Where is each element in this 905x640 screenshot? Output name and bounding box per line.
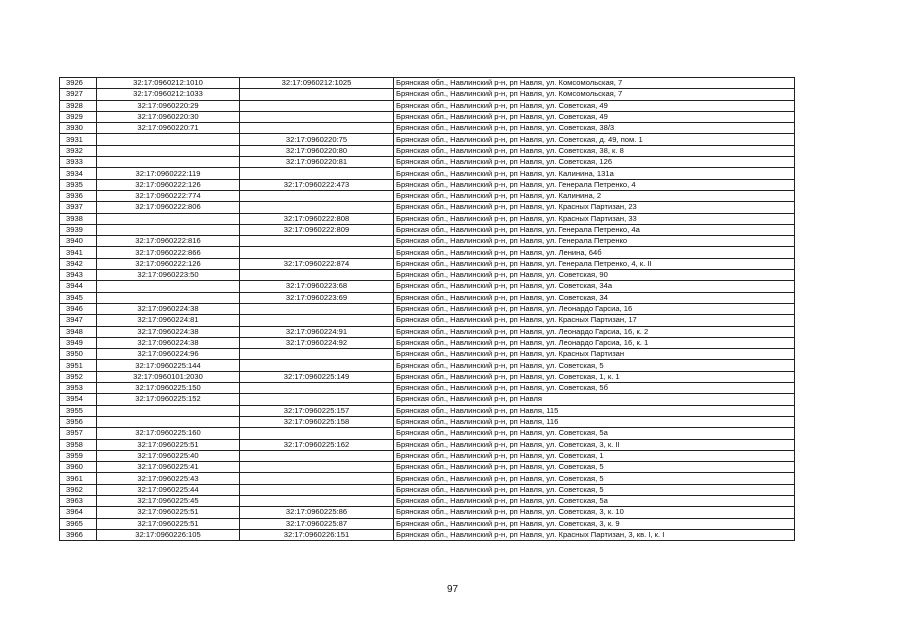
address-cell: Брянская обл., Навлинский р-н, рп Навля, ул. Советская, 5 — [394, 360, 795, 371]
address-cell: Брянская обл., Навлинский р-н, рп Навля, ул. Комсомольская, 7 — [394, 78, 795, 89]
cadastral-number-cell: 32:17:0960225:144 — [97, 360, 240, 371]
object-cadastral-number-cell — [240, 303, 394, 314]
table-row — [60, 247, 795, 258]
table-row — [60, 270, 795, 281]
cadastral-number-cell: 32:17:0960220:71 — [97, 123, 240, 134]
cadastral-number-cell: 32:17:0960225:152 — [97, 394, 240, 405]
row-number-cell: 3964 — [60, 507, 97, 518]
address-cell: Брянская обл., Навлинский р-н, рп Навля, ул. Генерала Петренко, 4а — [394, 224, 795, 235]
row-number-cell: 3965 — [60, 518, 97, 529]
row-number-cell: 3937 — [60, 202, 97, 213]
object-cadastral-number-cell: 32:17:0960220:75 — [240, 134, 394, 145]
cadastral-number-cell: 32:17:0960222:816 — [97, 236, 240, 247]
table-row — [60, 518, 795, 529]
table-row — [60, 315, 795, 326]
object-cadastral-number-cell: 32:17:0960225:162 — [240, 439, 394, 450]
table-row — [60, 428, 795, 439]
cadastral-number-cell: 32:17:0960101:2030 — [97, 371, 240, 382]
cadastral-number-cell: 32:17:0960222:866 — [97, 247, 240, 258]
row-number-cell: 3961 — [60, 473, 97, 484]
document-table-container — [59, 77, 794, 541]
table-row — [60, 462, 795, 473]
object-cadastral-number-cell — [240, 236, 394, 247]
row-number-cell: 3955 — [60, 405, 97, 416]
row-number-cell: 3951 — [60, 360, 97, 371]
row-number-cell: 3947 — [60, 315, 97, 326]
address-cell: Брянская обл., Навлинский р-н, рп Навля, ул. Советская, 5б — [394, 383, 795, 394]
cadastral-number-cell: 32:17:0960225:150 — [97, 383, 240, 394]
row-number-cell: 3946 — [60, 303, 97, 314]
object-cadastral-number-cell — [240, 473, 394, 484]
table-row — [60, 416, 795, 427]
address-cell: Брянская обл., Навлинский р-н, рп Навля, ул. Красных Партизан, 17 — [394, 315, 795, 326]
object-cadastral-number-cell: 32:17:0960225:87 — [240, 518, 394, 529]
row-number-cell: 3949 — [60, 337, 97, 348]
object-cadastral-number-cell — [240, 190, 394, 201]
table-row — [60, 168, 795, 179]
address-cell: Брянская обл., Навлинский р-н, рп Навля, ул. Советская, 49 — [394, 100, 795, 111]
cadastral-number-cell: 32:17:0960224:38 — [97, 337, 240, 348]
property-table — [59, 77, 795, 541]
row-number-cell: 3953 — [60, 383, 97, 394]
address-cell: Брянская обл., Навлинский р-н, рп Навля, ул. Красных Партизан, 3, кв. I, к. I — [394, 529, 795, 540]
object-cadastral-number-cell — [240, 360, 394, 371]
row-number-cell: 3950 — [60, 349, 97, 360]
address-cell: Брянская обл., Навлинский р-н, рп Навля, ул. Советская, 38, к. 8 — [394, 145, 795, 156]
address-cell: Брянская обл., Навлинский р-н, рп Навля, ул. Леонардо Гарсиа, 16 — [394, 303, 795, 314]
cadastral-number-cell — [97, 405, 240, 416]
cadastral-number-cell: 32:17:0960212:1010 — [97, 78, 240, 89]
row-number-cell: 3934 — [60, 168, 97, 179]
object-cadastral-number-cell — [240, 349, 394, 360]
object-cadastral-number-cell — [240, 462, 394, 473]
row-number-cell: 3928 — [60, 100, 97, 111]
row-number-cell: 3956 — [60, 416, 97, 427]
object-cadastral-number-cell — [240, 202, 394, 213]
cadastral-number-cell — [97, 134, 240, 145]
object-cadastral-number-cell: 32:17:0960222:809 — [240, 224, 394, 235]
address-cell: Брянская обл., Навлинский р-н, рп Навля, ул. Генерала Петренко — [394, 236, 795, 247]
address-cell: Брянская обл., Навлинский р-н, рп Навля, ул. Советская, 5 — [394, 473, 795, 484]
object-cadastral-number-cell — [240, 168, 394, 179]
row-number-cell: 3944 — [60, 281, 97, 292]
cadastral-number-cell — [97, 157, 240, 168]
property-table-body — [60, 78, 795, 541]
address-cell: Брянская обл., Навлинский р-н, рп Навля, ул. Ленина, 64б — [394, 247, 795, 258]
cadastral-number-cell — [97, 213, 240, 224]
address-cell: Брянская обл., Навлинский р-н, рп Навля, ул. Советская, 126 — [394, 157, 795, 168]
object-cadastral-number-cell: 32:17:0960226:151 — [240, 529, 394, 540]
row-number-cell: 3957 — [60, 428, 97, 439]
table-row — [60, 507, 795, 518]
table-row — [60, 145, 795, 156]
cadastral-number-cell: 32:17:0960222:806 — [97, 202, 240, 213]
cadastral-number-cell: 32:17:0960220:30 — [97, 111, 240, 122]
cadastral-number-cell: 32:17:0960222:126 — [97, 179, 240, 190]
object-cadastral-number-cell: 32:17:0960222:808 — [240, 213, 394, 224]
object-cadastral-number-cell — [240, 123, 394, 134]
row-number-cell: 3936 — [60, 190, 97, 201]
address-cell: Брянская обл., Навлинский р-н, рп Навля — [394, 394, 795, 405]
row-number-cell: 3945 — [60, 292, 97, 303]
cadastral-number-cell: 32:17:0960222:774 — [97, 190, 240, 201]
address-cell: Брянская обл., Навлинский р-н, рп Навля, 116 — [394, 416, 795, 427]
object-cadastral-number-cell: 32:17:0960223:68 — [240, 281, 394, 292]
object-cadastral-number-cell — [240, 450, 394, 461]
address-cell: Брянская обл., Навлинский р-н, рп Навля, ул. Советская, 5а — [394, 428, 795, 439]
page-number: 97 — [446, 584, 459, 595]
address-cell: Брянская обл., Навлинский р-н, рп Навля, ул. Советская, 1 — [394, 450, 795, 461]
row-number-cell: 3929 — [60, 111, 97, 122]
table-row — [60, 89, 795, 100]
address-cell: Брянская обл., Навлинский р-н, рп Навля, ул. Советская, 3, к. II — [394, 439, 795, 450]
row-number-cell: 3960 — [60, 462, 97, 473]
table-row — [60, 100, 795, 111]
table-row — [60, 495, 795, 506]
table-row — [60, 450, 795, 461]
row-number-cell: 3958 — [60, 439, 97, 450]
object-cadastral-number-cell — [240, 100, 394, 111]
address-cell: Брянская обл., Навлинский р-н, рп Навля, ул. Советская, 34а — [394, 281, 795, 292]
address-cell: Брянская обл., Навлинский р-н, рп Навля, ул. Советская, 5а — [394, 495, 795, 506]
table-row — [60, 281, 795, 292]
address-cell: Брянская обл., Навлинский р-н, рп Навля, 115 — [394, 405, 795, 416]
row-number-cell: 3952 — [60, 371, 97, 382]
address-cell: Брянская обл., Навлинский р-н, рп Навля, ул. Калинина, 131а — [394, 168, 795, 179]
object-cadastral-number-cell: 32:17:0960222:874 — [240, 258, 394, 269]
row-number-cell: 3930 — [60, 123, 97, 134]
table-row — [60, 383, 795, 394]
row-number-cell: 3943 — [60, 270, 97, 281]
table-row — [60, 190, 795, 201]
table-row — [60, 484, 795, 495]
cadastral-number-cell: 32:17:0960212:1033 — [97, 89, 240, 100]
object-cadastral-number-cell: 32:17:0960224:92 — [240, 337, 394, 348]
table-row — [60, 224, 795, 235]
object-cadastral-number-cell: 32:17:0960220:80 — [240, 145, 394, 156]
cadastral-number-cell: 32:17:0960225:51 — [97, 518, 240, 529]
table-row — [60, 529, 795, 540]
address-cell: Брянская обл., Навлинский р-н, рп Навля, ул. Советская, д. 49, пом. 1 — [394, 134, 795, 145]
object-cadastral-number-cell: 32:17:0960225:158 — [240, 416, 394, 427]
table-row — [60, 473, 795, 484]
object-cadastral-number-cell — [240, 428, 394, 439]
row-number-cell: 3927 — [60, 89, 97, 100]
object-cadastral-number-cell: 32:17:0960225:86 — [240, 507, 394, 518]
address-cell: Брянская обл., Навлинский р-н, рп Навля, ул. Калинина, 2 — [394, 190, 795, 201]
object-cadastral-number-cell — [240, 247, 394, 258]
object-cadastral-number-cell: 32:17:0960225:157 — [240, 405, 394, 416]
table-row — [60, 405, 795, 416]
cadastral-number-cell: 32:17:0960223:50 — [97, 270, 240, 281]
table-row — [60, 78, 795, 89]
cadastral-number-cell: 32:17:0960225:41 — [97, 462, 240, 473]
cadastral-number-cell: 32:17:0960224:38 — [97, 326, 240, 337]
row-number-cell: 3932 — [60, 145, 97, 156]
cadastral-number-cell: 32:17:0960224:38 — [97, 303, 240, 314]
row-number-cell: 3966 — [60, 529, 97, 540]
address-cell: Брянская обл., Навлинский р-н, рп Навля, ул. Советская, 34 — [394, 292, 795, 303]
row-number-cell: 3941 — [60, 247, 97, 258]
row-number-cell: 3935 — [60, 179, 97, 190]
object-cadastral-number-cell: 32:17:0960223:69 — [240, 292, 394, 303]
cadastral-number-cell: 32:17:0960224:96 — [97, 349, 240, 360]
row-number-cell: 3948 — [60, 326, 97, 337]
row-number-cell: 3962 — [60, 484, 97, 495]
table-row — [60, 303, 795, 314]
row-number-cell: 3954 — [60, 394, 97, 405]
object-cadastral-number-cell: 32:17:0960222:473 — [240, 179, 394, 190]
table-row — [60, 179, 795, 190]
address-cell: Брянская обл., Навлинский р-н, рп Навля, ул. Советская, 90 — [394, 270, 795, 281]
table-row — [60, 111, 795, 122]
object-cadastral-number-cell — [240, 383, 394, 394]
row-number-cell: 3931 — [60, 134, 97, 145]
row-number-cell: 3939 — [60, 224, 97, 235]
object-cadastral-number-cell: 32:17:0960220:81 — [240, 157, 394, 168]
table-row — [60, 157, 795, 168]
cadastral-number-cell: 32:17:0960220:29 — [97, 100, 240, 111]
row-number-cell: 3959 — [60, 450, 97, 461]
address-cell: Брянская обл., Навлинский р-н, рп Навля, ул. Красных Партизан, 33 — [394, 213, 795, 224]
cadastral-number-cell: 32:17:0960225:45 — [97, 495, 240, 506]
row-number-cell: 3933 — [60, 157, 97, 168]
object-cadastral-number-cell: 32:17:0960225:149 — [240, 371, 394, 382]
object-cadastral-number-cell — [240, 315, 394, 326]
address-cell: Брянская обл., Навлинский р-н, рп Навля, ул. Красных Партизан, 23 — [394, 202, 795, 213]
address-cell: Брянская обл., Навлинский р-н, рп Навля, ул. Генерала Петренко, 4 — [394, 179, 795, 190]
table-row — [60, 292, 795, 303]
object-cadastral-number-cell — [240, 111, 394, 122]
object-cadastral-number-cell — [240, 484, 394, 495]
object-cadastral-number-cell: 32:17:0960224:91 — [240, 326, 394, 337]
cadastral-number-cell — [97, 292, 240, 303]
object-cadastral-number-cell — [240, 495, 394, 506]
cadastral-number-cell: 32:17:0960225:51 — [97, 439, 240, 450]
address-cell: Брянская обл., Навлинский р-н, рп Навля, ул. Красных Партизан — [394, 349, 795, 360]
table-row — [60, 236, 795, 247]
address-cell: Брянская обл., Навлинский р-н, рп Навля, ул. Советская, 5 — [394, 484, 795, 495]
cadastral-number-cell: 32:17:0960225:43 — [97, 473, 240, 484]
cadastral-number-cell: 32:17:0960222:126 — [97, 258, 240, 269]
table-row — [60, 371, 795, 382]
table-row — [60, 349, 795, 360]
address-cell: Брянская обл., Навлинский р-н, рп Навля, ул. Советская, 38/3 — [394, 123, 795, 134]
cadastral-number-cell: 32:17:0960222:119 — [97, 168, 240, 179]
table-row — [60, 394, 795, 405]
table-row — [60, 258, 795, 269]
address-cell: Брянская обл., Навлинский р-н, рп Навля, ул. Советская, 5 — [394, 462, 795, 473]
cadastral-number-cell — [97, 145, 240, 156]
cadastral-number-cell: 32:17:0960225:160 — [97, 428, 240, 439]
cadastral-number-cell: 32:17:0960225:51 — [97, 507, 240, 518]
row-number-cell: 3926 — [60, 78, 97, 89]
cadastral-number-cell: 32:17:0960224:81 — [97, 315, 240, 326]
address-cell: Брянская обл., Навлинский р-н, рп Навля, ул. Советская, 49 — [394, 111, 795, 122]
address-cell: Брянская обл., Навлинский р-н, рп Навля, ул. Леонардо Гарсиа, 16, к. 2 — [394, 326, 795, 337]
object-cadastral-number-cell — [240, 394, 394, 405]
row-number-cell: 3938 — [60, 213, 97, 224]
cadastral-number-cell: 32:17:0960225:40 — [97, 450, 240, 461]
address-cell: Брянская обл., Навлинский р-н, рп Навля, ул. Советская, 1, к. 1 — [394, 371, 795, 382]
cadastral-number-cell — [97, 416, 240, 427]
address-cell: Брянская обл., Навлинский р-н, рп Навля, ул. Советская, 3, к. 10 — [394, 507, 795, 518]
table-row — [60, 213, 795, 224]
row-number-cell: 3940 — [60, 236, 97, 247]
object-cadastral-number-cell — [240, 270, 394, 281]
address-cell: Брянская обл., Навлинский р-н, рп Навля, ул. Леонардо Гарсиа, 16, к. 1 — [394, 337, 795, 348]
cadastral-number-cell: 32:17:0960226:105 — [97, 529, 240, 540]
cadastral-number-cell — [97, 281, 240, 292]
address-cell: Брянская обл., Навлинский р-н, рп Навля, ул. Советская, 3, к. 9 — [394, 518, 795, 529]
table-row — [60, 326, 795, 337]
address-cell: Брянская обл., Навлинский р-н, рп Навля, ул. Комсомольская, 7 — [394, 89, 795, 100]
table-row — [60, 337, 795, 348]
object-cadastral-number-cell — [240, 89, 394, 100]
table-row — [60, 439, 795, 450]
table-row — [60, 123, 795, 134]
object-cadastral-number-cell: 32:17:0960212:1025 — [240, 78, 394, 89]
table-row — [60, 202, 795, 213]
table-row — [60, 360, 795, 371]
table-row — [60, 134, 795, 145]
cadastral-number-cell — [97, 224, 240, 235]
row-number-cell: 3963 — [60, 495, 97, 506]
row-number-cell: 3942 — [60, 258, 97, 269]
cadastral-number-cell: 32:17:0960225:44 — [97, 484, 240, 495]
address-cell: Брянская обл., Навлинский р-н, рп Навля, ул. Генерала Петренко, 4, к. II — [394, 258, 795, 269]
